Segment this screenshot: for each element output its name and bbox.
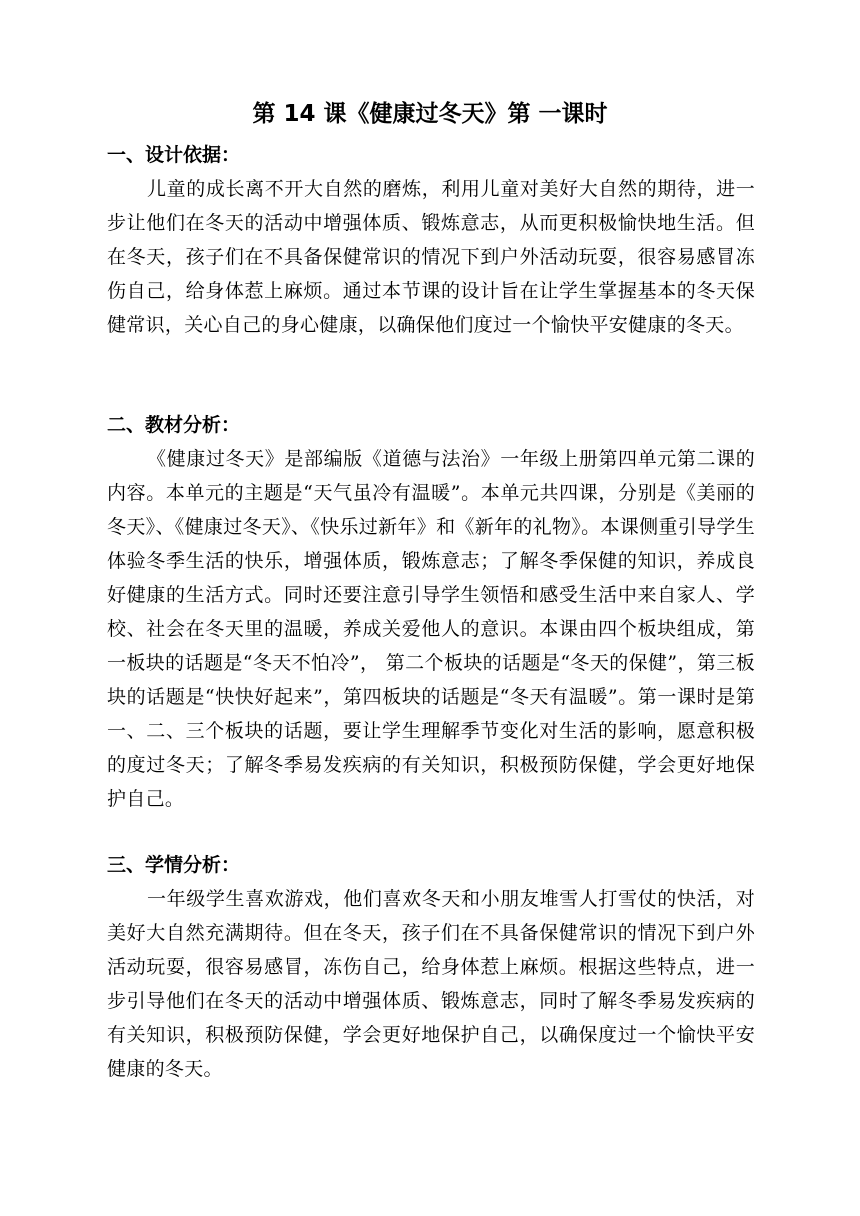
section-heading-textbook-analysis: 二、教材分析： — [107, 414, 241, 436]
section-paragraph-textbook-analysis: 《健康过冬天》是部编版《道德与法治》一年级上册第四单元第二课的内容。本单元的主题是“天气虽冷有温暖”。本单元共四课，分别是《美丽的冬天》、《健康过冬天》、《快乐过新年》和《新年的礼物》。本课侧重引导学生体验冬季生活的快乐，增强体质，锻炼意志；了解冬季保健的知识，养成良好健康的生活方式。同时还要注意引导学生领悟和感受生活中来自家人、学校、社会在冬天里的温暖，养成关爱他人的意识。本课由四个板块组成，第一板块的话题是“冬天不怕冷”， 第二个板块的话题是“冬天的保健”，第三板块的话题是“快快好起来”，第四板块的话题是“冬天有温暖”。第一课时是第一、二、三个板块的话题，要让学生理解季节变化对生活的影响，愿意积极的度过冬天；了解冬季易发疾病的有关知识，积极预防保健，学会更好地保护自己。 — [107, 448, 755, 810]
document-body — [107, 140, 755, 1086]
section-heading-design-basis: 一、设计依据： — [107, 144, 241, 166]
section-heading-student-analysis: 三、学情分析： — [107, 854, 241, 876]
lesson-title: 第 14 课《健康过冬天》第 一课时 — [252, 101, 608, 127]
section-paragraph-student-analysis: 一年级学生喜欢游戏，他们喜欢冬天和小朋友堆雪人打雪仗的快活，对美好大自然充满期待。但在冬天，孩子们在不具备保健常识的情况下到户外活动玩耍，很容易感冒，冻伤自己，给身体惹上麻烦。根据这些特点，进一步引导他们在冬天的活动中增强体质、锻炼意志，同时了解冬季易发疾病的有关知识，积极预防保健，学会更好地保护自己，以确保度过一个愉快平安健康的冬天。 — [107, 888, 755, 1080]
section-paragraph-design-basis: 儿童的成长离不开大自然的磨炼，利用儿童对美好大自然的期待，进一步让他们在冬天的活动中增强体质、锻炼意志，从而更积极愉快地生活。但在冬天，孩子们在不具备保健常识的情况下到户外活动玩耍，很容易感冒冻伤自己，给身体惹上麻烦。通过本节课的设计旨在让学生掌握基本的冬天保健常识，关心自己的身心健康，以确保他们度过一个愉快平安健康的冬天。 — [107, 178, 755, 336]
